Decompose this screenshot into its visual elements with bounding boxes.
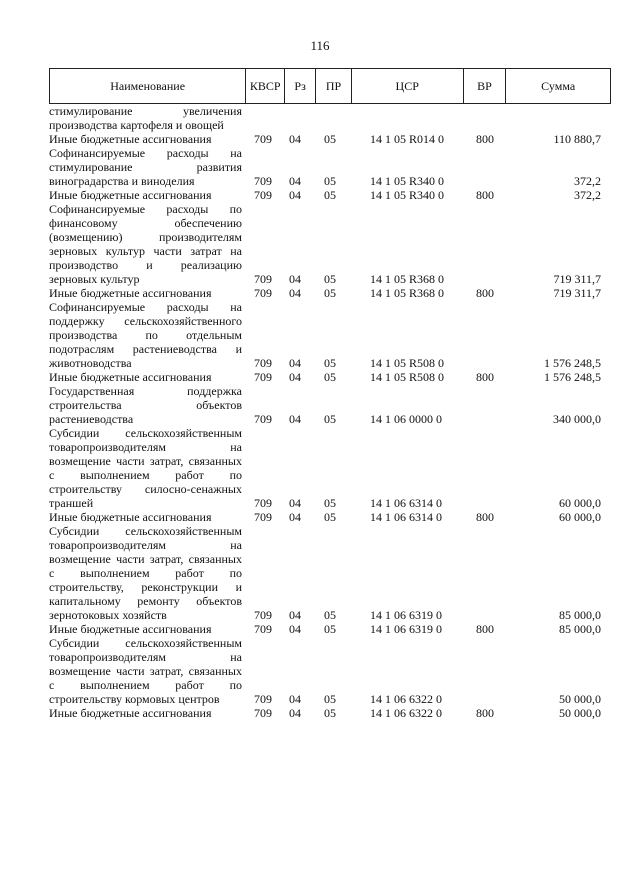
cell-name: Государственная поддержка строительства объектов растениеводства (49, 384, 242, 426)
cell-pr: 05 (324, 174, 336, 188)
cell-pr (316, 104, 352, 132)
cell-kvsr: 709 (254, 188, 272, 202)
cell-csr: 14 1 05 R340 0 (370, 174, 445, 188)
cell-vr: 800 (476, 622, 494, 636)
cell-vr: 800 (476, 510, 494, 524)
cell-name: Софинансируемые расходы на стимулирование развития виноградарства и виноделия (49, 146, 242, 188)
cell-rz: 04 (289, 356, 301, 370)
cell-vr: 800 (476, 286, 494, 300)
cell-pr: 05 (324, 412, 336, 426)
cell-sum: 340 000,0 (553, 412, 601, 426)
cell-name: стимулирование увеличения производства картофеля и овощей (49, 104, 242, 132)
cell-pr: 05 (324, 370, 336, 384)
cell-kvsr: 709 (254, 356, 272, 370)
cell-csr: 14 1 05 R368 0 (370, 286, 445, 300)
cell-pr: 05 (324, 356, 336, 370)
cell-pr: 05 (324, 692, 336, 706)
table-row (49, 286, 611, 300)
cell-sum (507, 104, 611, 132)
cell-csr: 14 1 06 6314 0 (370, 496, 442, 510)
cell-vr (464, 300, 507, 370)
cell-csr: 14 1 05 R368 0 (370, 272, 445, 286)
cell-csr (352, 104, 464, 132)
cell-rz (285, 104, 316, 132)
cell-rz: 04 (289, 496, 301, 510)
cell-sum: 60 000,0 (559, 496, 601, 510)
cell-pr: 05 (324, 286, 336, 300)
cell-name: Иные бюджетные ассигнования (49, 510, 212, 524)
cell-vr: 800 (476, 132, 494, 146)
cell-csr: 14 1 06 6322 0 (370, 692, 442, 706)
page-number: 116 (310, 38, 330, 53)
cell-kvsr: 709 (254, 370, 272, 384)
cell-sum: 85 000,0 (559, 608, 601, 622)
cell-rz: 04 (289, 174, 301, 188)
cell-sum: 1 576 248,5 (544, 370, 601, 384)
cell-sum: 50 000,0 (559, 692, 601, 706)
cell-kvsr: 709 (254, 174, 272, 188)
cell-name: Софинансируемые расходы на поддержку сельскохозяйственного производства по отдельным подотраслям растениеводства и животноводства (49, 300, 242, 370)
cell-sum: 1 576 248,5 (544, 356, 601, 370)
table-row (49, 146, 611, 188)
cell-rz: 04 (289, 510, 301, 524)
cell-pr: 05 (324, 272, 336, 286)
cell-name: Иные бюджетные ассигнования (49, 622, 212, 636)
cell-csr: 14 1 05 R014 0 (370, 132, 445, 146)
cell-sum: 85 000,0 (559, 622, 601, 636)
cell-csr: 14 1 06 6314 0 (370, 510, 442, 524)
cell-name: Иные бюджетные ассигнования (49, 286, 212, 300)
header-sum: Сумма (541, 78, 576, 93)
table-row (49, 104, 611, 132)
cell-rz: 04 (289, 412, 301, 426)
cell-vr (464, 426, 507, 510)
cell-csr: 14 1 06 6322 0 (370, 706, 442, 720)
cell-kvsr: 709 (254, 622, 272, 636)
cell-rz: 04 (289, 188, 301, 202)
cell-sum: 719 311,7 (553, 286, 601, 300)
cell-vr (464, 524, 507, 622)
header-vr: ВР (464, 69, 507, 103)
table-row (49, 622, 611, 636)
cell-name: Субсидии сельскохозяйственным товаропроизводителям на возмещение части затрат, связанных с выполнением работ по строительству, реконструкции и капитальному ремонту объектов зернотоковых хозяйств (49, 524, 242, 622)
table-row (49, 188, 611, 202)
cell-rz: 04 (289, 692, 301, 706)
header-rz: Рз (285, 69, 316, 103)
cell-name: Иные бюджетные ассигнования (49, 370, 212, 384)
cell-pr: 05 (324, 496, 336, 510)
cell-pr: 05 (324, 132, 336, 146)
cell-csr: 14 1 05 R508 0 (370, 356, 445, 370)
cell-rz: 04 (289, 622, 301, 636)
cell-pr: 05 (324, 622, 336, 636)
cell-vr (464, 146, 507, 188)
cell-kvsr: 709 (254, 608, 272, 622)
cell-csr: 14 1 05 R340 0 (370, 188, 445, 202)
cell-csr: 14 1 06 0000 0 (370, 412, 442, 426)
table-row (49, 426, 611, 510)
cell-kvsr: 709 (254, 510, 272, 524)
cell-vr: 800 (476, 706, 494, 720)
cell-kvsr: 709 (254, 692, 272, 706)
table-row (49, 524, 611, 622)
table-body (49, 104, 611, 720)
cell-sum: 719 311,7 (553, 272, 601, 286)
table-row (49, 202, 611, 286)
cell-kvsr: 709 (254, 412, 272, 426)
cell-csr: 14 1 06 6319 0 (370, 622, 442, 636)
cell-vr (464, 636, 507, 706)
cell-name: Софинансируемые расходы по финансовому обеспечению (возмещению) производителям зерновых культур части затрат на производство и реализацию зерновых культур (49, 202, 242, 286)
cell-rz: 04 (289, 608, 301, 622)
cell-csr: 14 1 06 6319 0 (370, 608, 442, 622)
cell-pr: 05 (324, 510, 336, 524)
header-pr: ПР (316, 69, 352, 103)
cell-vr: 800 (476, 188, 494, 202)
table-row (49, 132, 611, 146)
cell-sum: 372,2 (574, 188, 601, 202)
cell-rz: 04 (289, 132, 301, 146)
cell-vr (464, 384, 507, 426)
cell-name: Иные бюджетные ассигнования (49, 132, 212, 146)
table-row (49, 370, 611, 384)
table-row (49, 706, 611, 720)
cell-rz: 04 (289, 706, 301, 720)
cell-kvsr: 709 (254, 132, 272, 146)
cell-csr: 14 1 05 R508 0 (370, 370, 445, 384)
cell-sum: 50 000,0 (559, 706, 601, 720)
cell-rz: 04 (289, 370, 301, 384)
cell-name: Иные бюджетные ассигнования (49, 188, 212, 202)
cell-pr: 05 (324, 608, 336, 622)
cell-kvsr: 709 (254, 272, 272, 286)
cell-vr (464, 202, 507, 286)
table-header (49, 68, 611, 104)
cell-vr: 800 (476, 370, 494, 384)
header-csr: ЦСР (352, 69, 464, 103)
cell-kvsr: 709 (254, 706, 272, 720)
cell-kvsr: 709 (254, 286, 272, 300)
table-row (49, 300, 611, 370)
table-row (49, 384, 611, 426)
cell-name: Субсидии сельскохозяйственным товаропроизводителям на возмещение части затрат, связанных с выполнением работ по строительству кормовых центров (49, 636, 242, 706)
header-kvsr: КВСР (246, 69, 285, 103)
cell-name: Субсидии сельскохозяйственным товаропроизводителям на возмещение части затрат, связанных с выполнением работ по строительству силосно-сенажных траншей (49, 426, 242, 510)
header-name: Наименование (50, 69, 246, 103)
cell-vr (464, 104, 507, 132)
cell-rz: 04 (289, 272, 301, 286)
cell-rz: 04 (289, 286, 301, 300)
cell-sum: 110 880,7 (553, 132, 601, 146)
table-row (49, 636, 611, 706)
cell-kvsr (246, 104, 285, 132)
cell-pr: 05 (324, 706, 336, 720)
cell-name: Иные бюджетные ассигнования (49, 706, 212, 720)
cell-sum: 60 000,0 (559, 510, 601, 524)
cell-kvsr: 709 (254, 496, 272, 510)
cell-pr: 05 (324, 188, 336, 202)
cell-sum: 372,2 (574, 174, 601, 188)
table-row (49, 510, 611, 524)
